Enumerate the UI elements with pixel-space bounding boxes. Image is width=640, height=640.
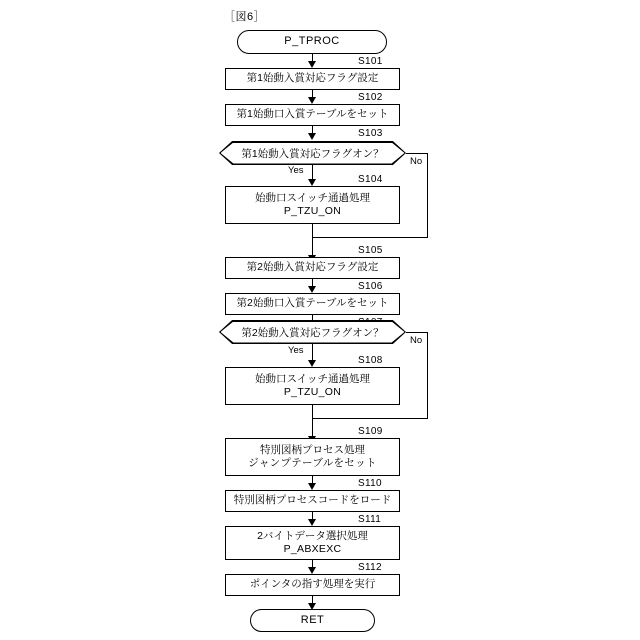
node-s112-label: ポインタの指す処理を実行 — [249, 578, 376, 591]
step-label-s109: S109 — [358, 426, 383, 437]
connector-s107-no-join — [312, 418, 428, 419]
branch-label-s107-no: No — [410, 335, 423, 346]
step-label-s112: S112 — [358, 562, 382, 573]
step-label-s105: S105 — [358, 245, 383, 256]
branch-label-s103-yes: Yes — [288, 165, 304, 176]
step-label-s102: S102 — [358, 92, 383, 103]
node-s106 — [225, 293, 400, 315]
node-s103 — [219, 141, 406, 165]
node-s105-label: 第2始動入賞対応フラグ設定 — [246, 261, 379, 274]
node-start-label: P_TPROC — [284, 35, 340, 48]
arrow-s107-s108 — [308, 360, 316, 367]
node-s106-label: 第2始動口入賞テーブルをセット — [236, 297, 389, 310]
arrow-s109-s110 — [308, 483, 316, 490]
node-s109-label-line1: 特別図柄プロセス処理 — [260, 443, 365, 456]
node-s107-label: 第2始動入賞対応フラグオン？ — [241, 326, 384, 339]
node-s104-label-line2: P_TZU_ON — [283, 205, 342, 217]
node-s102-label: 第1始動口入賞テーブルをセット — [236, 108, 389, 121]
arrow-s101-s102 — [308, 97, 316, 104]
node-s107 — [219, 320, 406, 344]
branch-label-s103-no: No — [410, 156, 423, 167]
node-s111 — [225, 526, 400, 560]
arrow-s111-s112 — [308, 567, 316, 574]
arrow-s105-s106 — [308, 286, 316, 293]
node-s108 — [225, 367, 400, 405]
node-start — [237, 30, 387, 54]
node-s108-label-line1: 始動口スイッチ通過処理 — [254, 372, 371, 385]
node-s111-label-line1: 2バイトデータ選択処理 — [257, 529, 368, 542]
node-s112 — [225, 574, 400, 596]
arrow-s102-s103 — [308, 133, 316, 140]
node-s110-label: 特別図柄プロセスコードをロード — [233, 494, 392, 507]
step-label-s106: S106 — [358, 281, 383, 292]
connector-s103-no-v — [427, 153, 428, 237]
step-label-s108: S108 — [358, 355, 383, 366]
node-s103-label: 第1始動入賞対応フラグオン？ — [241, 147, 384, 160]
node-end — [250, 609, 375, 632]
node-s101 — [225, 68, 400, 90]
step-label-s101: S101 — [358, 56, 383, 67]
step-label-s104: S104 — [358, 174, 383, 185]
node-end-label: RET — [300, 613, 325, 626]
arrow-s103-s104 — [308, 179, 316, 186]
node-s111-label-line2: P_ABXEXC — [283, 543, 342, 555]
step-label-s111: S111 — [358, 514, 382, 525]
branch-label-s107-yes: Yes — [288, 345, 304, 356]
node-s102 — [225, 104, 400, 126]
node-s101-label: 第1始動入賞対応フラグ設定 — [246, 72, 379, 85]
figure-label: ［図6］ — [224, 11, 266, 23]
node-s104-label-line1: 始動口スイッチ通過処理 — [254, 191, 371, 204]
step-label-s110: S110 — [358, 478, 382, 489]
connector-s103-no-join — [312, 237, 428, 238]
connector-s107-no-h — [406, 332, 428, 333]
connector-s103-no-h — [406, 153, 428, 154]
node-s105 — [225, 257, 400, 279]
arrow-s110-s111 — [308, 519, 316, 526]
step-label-s103: S103 — [358, 128, 383, 139]
node-s108-label-line2: P_TZU_ON — [283, 386, 342, 398]
node-s109-label-line2: ジャンプテーブルをセット — [248, 457, 377, 469]
node-s109 — [225, 438, 400, 476]
arrow-start-s101 — [308, 61, 316, 68]
node-s104 — [225, 186, 400, 224]
node-s110 — [225, 490, 400, 512]
connector-s107-no-v — [427, 332, 428, 418]
